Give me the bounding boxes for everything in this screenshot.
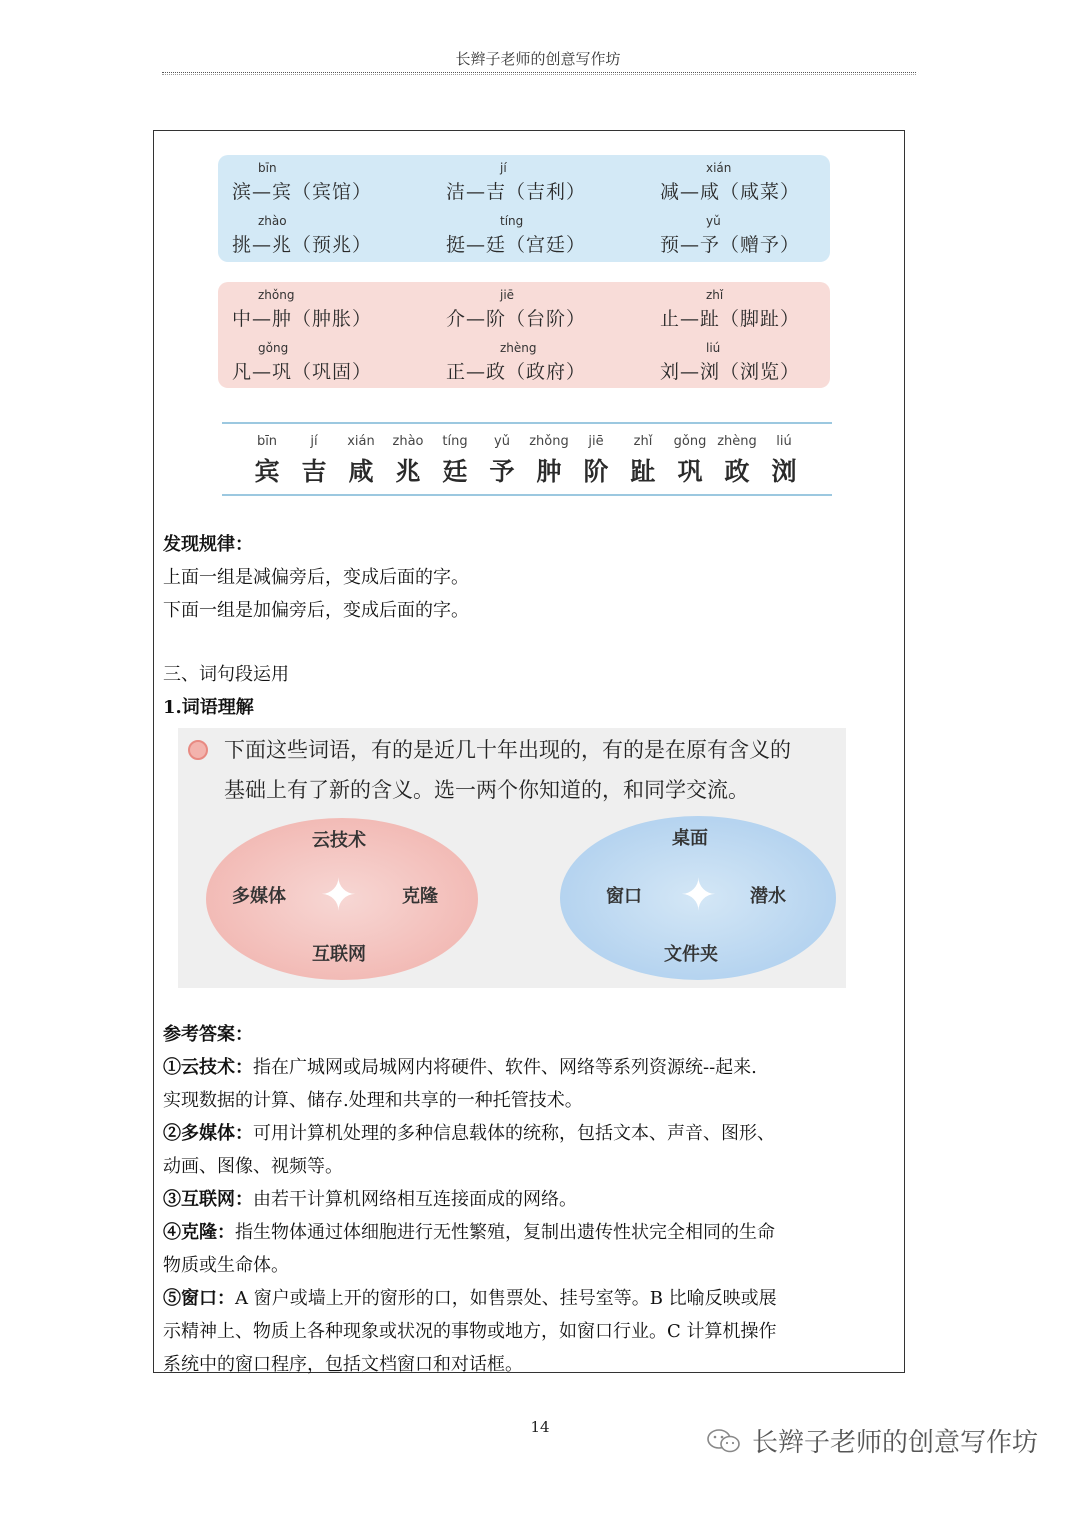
strip-char (714, 434, 760, 488)
strip-char (620, 434, 666, 488)
answer-5 (163, 1284, 777, 1310)
strip-pinyin: liú (776, 434, 792, 449)
pinyin: zhǒng (258, 288, 295, 302)
pinyin: liú (706, 341, 721, 355)
answer-3 (163, 1185, 577, 1211)
strip-pinyin: yǔ (494, 434, 510, 449)
strip-char (244, 434, 290, 488)
section-heading: 三、词句段运用 (163, 664, 289, 685)
char-pair (646, 157, 836, 209)
strip-hanzi: 巩 (677, 457, 703, 486)
pinyin: jiē (500, 288, 515, 302)
char-text: 滨—宾（宾馆） (232, 181, 373, 203)
strip-hanzi: 浏 (771, 457, 797, 486)
char-text: 中—肿（肿胀） (232, 308, 373, 330)
pinyin: jí (500, 161, 507, 175)
strip-hanzi: 予 (489, 457, 515, 486)
answer-text: 指生物体通过体细胞进行无性繁殖，复制出遗传性状完全相同的生命 (235, 1222, 775, 1243)
vocab-instruction: 基础上有了新的含义。选一两个你知道的，和同学交流。 (224, 778, 749, 802)
char-pair (432, 210, 622, 262)
answer-4-cont: 物质或生命体。 (163, 1255, 289, 1276)
char-pair (218, 210, 408, 262)
sparkle-icon: ✦ (680, 870, 717, 921)
strip-bottom-line (222, 494, 832, 496)
word-dive: 潜水 (750, 886, 786, 907)
answer-2 (163, 1119, 775, 1145)
strip-char (667, 434, 713, 488)
strip-pinyin: bīn (256, 434, 278, 449)
strip-char (338, 434, 384, 488)
strip-char (526, 434, 572, 488)
word-multimedia: 多媒体 (232, 886, 286, 907)
word-folder: 文件夹 (664, 944, 718, 965)
page-header-title: 长辫子老师的创意写作坊 (455, 50, 621, 68)
answer-5-cont: 系统中的窗口程序，包括文档窗口和对话框。 (163, 1354, 523, 1375)
strip-pinyin: xián (347, 434, 375, 449)
char-pair (218, 337, 408, 389)
answer-text: 可用计算机处理的多种信息载体的统称，包括文本、声音、图形、 (253, 1123, 775, 1144)
answer-4 (163, 1218, 775, 1244)
pinyin: zhǐ (706, 288, 724, 302)
strip-hanzi: 吉 (301, 457, 327, 486)
discover-line: 下面一组是加偏旁后，变成后面的字。 (163, 600, 469, 621)
strip-char (385, 434, 431, 488)
strip-pinyin: zhèng (717, 434, 757, 449)
answer-text: A 窗户或墙上开的窗形的口，如售票处、挂号室等。B 比喻反映或展 (235, 1288, 777, 1309)
character-panel-subtract (218, 155, 830, 262)
strip-char (761, 434, 807, 488)
pinyin: zhào (258, 214, 287, 228)
char-pair (218, 157, 408, 209)
answer-term: ④克隆： (163, 1222, 235, 1243)
char-pair (432, 337, 622, 389)
char-pair (218, 284, 408, 336)
char-pair (432, 284, 622, 336)
strip-hanzi: 阶 (583, 457, 609, 486)
pink-word-ellipse (206, 818, 478, 980)
strip-char (479, 434, 525, 488)
strip-pinyin: jí (310, 434, 318, 449)
char-text: 预—予（赠予） (660, 234, 801, 256)
pinyin: gǒng (258, 341, 289, 355)
character-panel-add (218, 282, 830, 388)
pinyin: tíng (500, 214, 524, 228)
subsection-heading: 1.词语理解 (163, 697, 254, 718)
panel-row (218, 157, 830, 209)
panel-row (218, 337, 830, 389)
answer-text: 由若干计算机网络相互连接面成的网络。 (253, 1189, 577, 1210)
answer-1 (163, 1053, 757, 1079)
char-text: 洁—吉（吉利） (446, 181, 587, 203)
char-text: 止—趾（脚趾） (660, 308, 801, 330)
answers-heading: 参考答案： (163, 1024, 253, 1045)
strip-hanzi: 兆 (395, 457, 421, 486)
char-text: 刘—浏（浏览） (660, 361, 801, 383)
strip-hanzi: 肿 (536, 457, 562, 486)
answer-term: ③互联网： (163, 1189, 253, 1210)
pinyin: yǔ (706, 214, 721, 228)
char-pair (432, 157, 622, 209)
word-internet: 互联网 (312, 944, 366, 965)
discover-heading: 发现规律： (163, 534, 253, 555)
watermark-text: 长辫子老师的创意写作坊 (752, 1428, 1039, 1458)
strip-pinyin: zhǐ (633, 434, 653, 449)
strip-pinyin: gǒng (673, 434, 707, 449)
strip-top-line (222, 422, 832, 424)
strip-hanzi: 宾 (254, 457, 280, 486)
answer-term: ②多媒体： (163, 1123, 253, 1144)
char-pair (646, 337, 836, 389)
flower-bullet-icon (188, 740, 208, 760)
pinyin: bīn (258, 161, 277, 175)
vocab-instruction: 下面这些词语，有的是近几十年出现的，有的是在原有含义的 (224, 738, 791, 762)
answer-text: 指在广城网或局城网内将硬件、软件、网络等系列资源统--起来. (253, 1057, 757, 1078)
page-number: 14 (530, 1418, 550, 1436)
answer-5-cont: 示精神上、物质上各种现象或状况的事物或地方，如窗口行业。C 计算机操作 (163, 1321, 777, 1342)
strip-char (432, 434, 478, 488)
strip-char (573, 434, 619, 488)
strip-pinyin: zhào (392, 434, 424, 449)
panel-row (218, 284, 830, 336)
char-text: 减—咸（咸菜） (660, 181, 801, 203)
word-cloud-tech: 云技术 (312, 830, 366, 851)
answer-term: ①云技术： (163, 1057, 253, 1078)
discover-line: 上面一组是减偏旁后，变成后面的字。 (163, 567, 469, 588)
panel-row (218, 210, 830, 262)
word-window: 窗口 (606, 886, 642, 907)
char-text: 介—阶（台阶） (446, 308, 587, 330)
strip-hanzi: 政 (724, 457, 750, 486)
strip-char (291, 434, 337, 488)
char-text: 挑—兆（预兆） (232, 234, 373, 256)
char-pair (646, 210, 836, 262)
pinyin: xián (706, 161, 732, 175)
blue-word-ellipse (560, 816, 836, 980)
sparkle-icon: ✦ (320, 870, 357, 921)
char-text: 凡—巩（巩固） (232, 361, 373, 383)
word-clone: 克隆 (402, 886, 438, 907)
strip-hanzi: 趾 (630, 457, 656, 486)
strip-hanzi: 廷 (442, 457, 468, 486)
pinyin: zhèng (500, 341, 537, 355)
char-text: 正—政（政府） (446, 361, 587, 383)
header-divider (162, 72, 916, 75)
char-text: 挺—廷（宫廷） (446, 234, 587, 256)
char-pair (646, 284, 836, 336)
word-desktop: 桌面 (672, 828, 708, 849)
answer-2-cont: 动画、图像、视频等。 (163, 1156, 343, 1177)
answer-1-cont: 实现数据的计算、储存.处理和共享的一种托管技术。 (163, 1090, 583, 1111)
vocabulary-figure (178, 728, 846, 988)
strip-pinyin: jiē (588, 434, 604, 449)
wechat-icon (706, 1428, 742, 1454)
answer-term: ⑤窗口： (163, 1288, 235, 1309)
strip-pinyin: zhǒng (529, 434, 569, 449)
strip-pinyin: tíng (442, 434, 468, 449)
strip-hanzi: 咸 (348, 457, 374, 486)
character-strip (222, 420, 832, 500)
